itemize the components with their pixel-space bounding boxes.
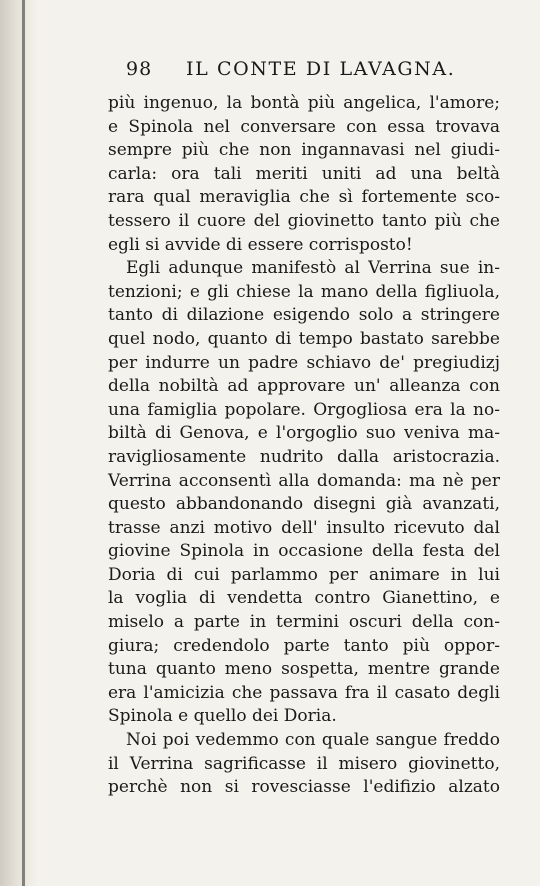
text-line: e Spinola nel conversare con essa trovava (108, 116, 500, 137)
text-line: il Verrina sagrificasse il misero giovinetto, (108, 753, 500, 774)
text-body (108, 92, 500, 800)
text-line: quel nodo, quanto di tempo bastato sarebbe (108, 328, 500, 349)
binding-shadow (22, 0, 25, 886)
text-line: questo abbandonando disegni già avanzati, (108, 494, 500, 515)
text-line: Egli adunque manifestò al Verrina sue in- (126, 258, 500, 279)
page-edge (0, 0, 38, 886)
text-line: perchè non si rovesciasse l'edifizio alzato (108, 777, 500, 798)
text-line: biltà di Genova, e l'orgoglio suo veniva ma- (108, 423, 500, 444)
text-line: rara qual meraviglia che sì fortemente sco- (108, 187, 500, 208)
page-number: 98 (126, 58, 153, 80)
text-line: tessero il cuore del giovinetto tanto più che (108, 210, 500, 231)
text-line: giura; credendolo parte tanto più oppor- (108, 635, 500, 656)
text-line: era l'amicizia che passava fra il casato degli (108, 682, 500, 703)
text-line: la voglia di vendetta contro Gianettino, e (108, 588, 500, 609)
text-line: Verrina acconsentì alla domanda: ma nè per (108, 470, 500, 491)
text-line: tuna quanto meno sospetta, mentre grande (108, 659, 500, 680)
book-page (108, 58, 500, 800)
text-line: tanto di dilazione esigendo solo a stringere (108, 305, 500, 326)
text-line: per indurre un padre schiavo de' pregiudizj (108, 352, 500, 373)
text-line: una famiglia popolare. Orgogliosa era la no- (108, 399, 500, 420)
text-line: egli si avvide di essere corrisposto! (108, 234, 413, 255)
page-header (108, 58, 500, 92)
text-line: Noi poi vedemmo con quale sangue freddo (126, 730, 500, 751)
text-line: tenzioni; e gli chiese la mano della figliuola, (108, 281, 500, 302)
text-line: ravigliosamente nudrito dalla aristocrazia. (108, 446, 500, 467)
text-line: Spinola e quello dei Doria. (108, 706, 337, 727)
text-line: carla: ora tali meriti uniti ad una beltà (108, 163, 500, 184)
text-line: giovine Spinola in occasione della festa del (108, 541, 500, 562)
text-line: della nobiltà ad approvare un' alleanza con (108, 376, 500, 397)
text-line: miselo a parte in termini oscuri della con- (108, 612, 500, 633)
text-line: sempre più che non ingannavasi nel giudi- (108, 140, 500, 161)
text-line: più ingenuo, la bontà più angelica, l'amore; (108, 93, 500, 113)
running-title: IL CONTE DI LAVAGNA. (186, 58, 456, 80)
text-line: Doria di cui parlammo per animare in lui (108, 564, 500, 585)
text-line: trasse anzi motivo dell' insulto ricevuto dal (108, 517, 500, 538)
